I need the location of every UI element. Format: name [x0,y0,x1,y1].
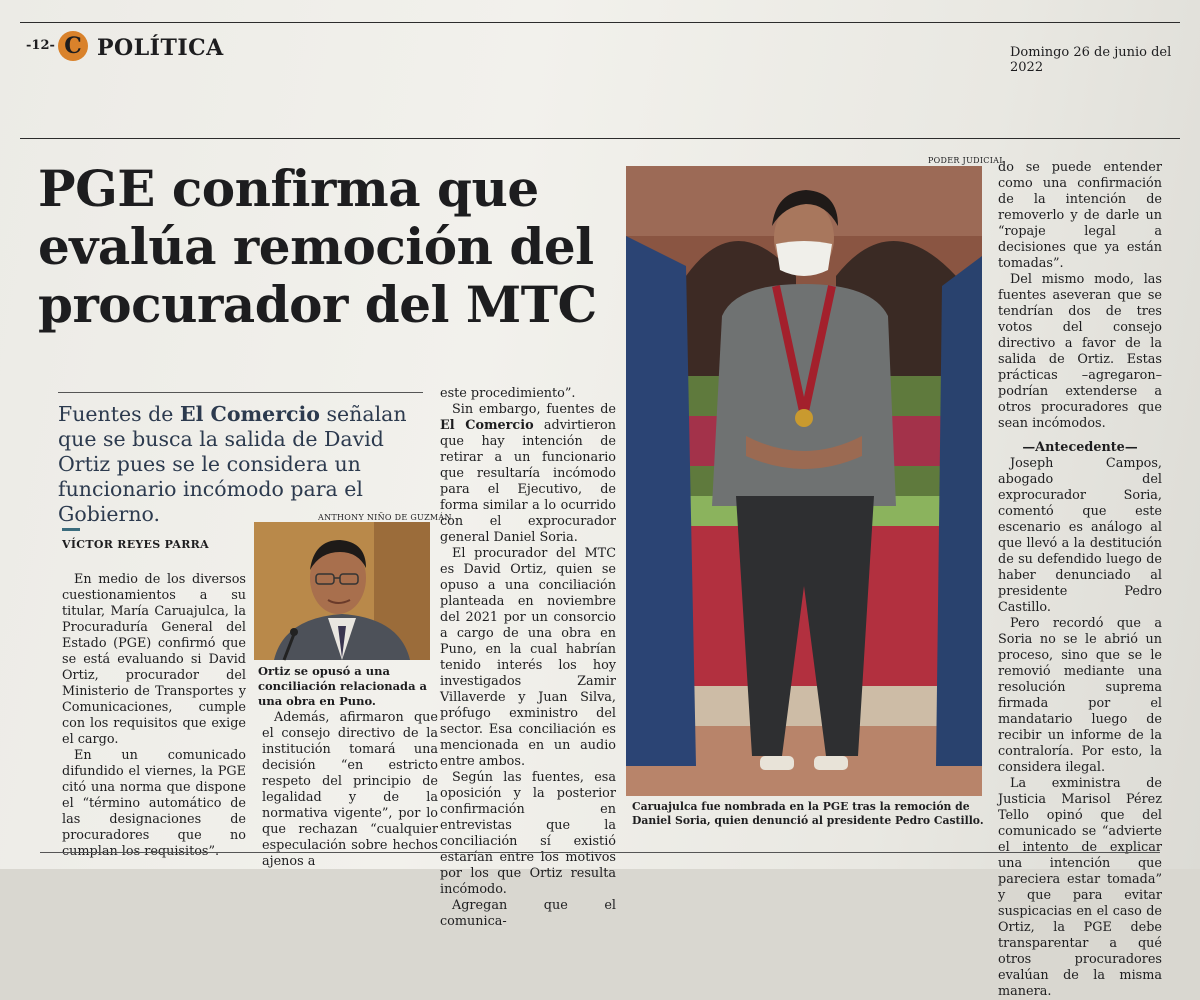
section-title: POLÍTICA [97,35,224,61]
paragraph: este procedimiento”. [440,386,576,401]
paragraph: Pero recordó que a Soria no se le abrió un proceso, sino que se le removió mediante una resolución suprema firmada por el mandatario luego de recibir un informe de la contraloría. Por esto, la considera ilegal. [998,616,1162,775]
headline [38,160,618,334]
paragraph: Joseph Campos, abogado del exprocurador Soria, comentó que este escenario es análogo al que llevó a la destitución de su defendido luego de haber denunciado al presidente Pedro Castillo. [998,456,1162,615]
paragraph: Según las fuentes, esa oposición y la posterior confirmación en entrevistas que la conciliación sí existió estarían entre los motivos por los que Ortiz resulta incómodo. [440,770,616,897]
header-rule [20,138,1180,139]
headline-line: procurador del MTC [38,275,597,334]
headline-line: PGE confirma que [38,159,539,218]
edition-date: Domingo 26 de junio del 2022 [1010,45,1172,75]
paragraph: El procurador del MTC es David Ortiz, quien se opuso a una conciliación planteada en noviembre del 2021 por un consorcio a cargo de una obra en Puno, en la cual habrían tenido interés los hoy investigados Zamir Villaverde y Juan Silva, prófugo exministro del sector. Esa conciliación es mencionada en un audio entre ambos. [440,546,616,769]
dek-summary: Fuentes de El Comercio señalan que se busca la salida de David Ortiz pues se le considera un funcionario incómodo para el Gobierno. [58,402,407,526]
paragraph: Agregan que el comunica- [440,898,616,929]
photo-credit: ANTHONY NIÑO DE GUZMÁN [318,513,452,522]
paragraph: Sin embargo, fuentes de El Comercio advirtieron que hay intención de retirar a un funcionario que resultaría incómodo para el Ejecutivo, de forma similar a lo ocurrido con el exprocurador general Daniel Soria. [440,402,617,545]
el-comercio-logo: C [58,31,88,61]
subhead-antecedente: —Antecedente— [1022,440,1138,455]
bottom-rule [40,852,1160,853]
paragraph: Del mismo modo, las fuentes aseveran que se tendrían dos de tres votos del consejo directivo a favor de la salida de Ortiz. Estas prácticas –agregaron– podrían extenderse a otros procuradores que sean incómodos. [998,272,1162,431]
main-photo-illustration [626,166,982,796]
article-column-4 [998,160,1162,1000]
paragraph: En medio de los diversos cuestionamientos a su titular, María Caruajulca, la Procuraduría General del Estado (PGE) confirmó que se está evaluando si David Ortiz, procurador del Ministerio de Transportes y Comunicaciones, cumple con los requisitos que exige el cargo. [62,572,246,747]
top-rule [20,22,1180,23]
portrait-illustration [254,522,430,660]
photo-credit: PODER JUDICIAL [928,156,1005,165]
paragraph: La exministra de Justicia Marisol Pérez Tello opinó que del comunicado se “advierte el intento de explicar una intención que pareciera estar tomada” y que para evitar suspicacias en el caso de Ortiz, la PGE debe transparentar a qué otros procuradores evalúan de la misma manera. [998,776,1162,999]
byline: VÍCTOR REYES PARRA [62,538,209,551]
portrait-photo-ortiz [254,522,430,660]
headline-line: evalúa remoción del [38,217,594,276]
article-column-2 [262,710,438,870]
paragraph: do se puede entender como una confirmación de la intención de removerlo y de darle un “ropaje legal a decisiones que ya están tomadas”. [998,160,1162,271]
main-photo-caruajulca [626,166,982,796]
paragraph: Además, afirmaron que el consejo directivo de la institución tomará una decisión “en estricto respeto del principio de legalidad y de la normativa vigente”, por lo que rechazan “cualquier especulación sobre hechos ajenos a [262,710,438,869]
article-column-3 [440,386,616,930]
main-photo-caption: Caruajulca fue nombrada en la PGE tras la remoción de Daniel Soria, quien denunció al presidente Pedro Castillo. [632,800,984,827]
page-number: -12- [26,38,55,53]
inset-photo-caption: Ortiz se opusó a una conciliación relacionada a una obra en Puno. [258,664,427,708]
paragraph: En un comunicado difundido el viernes, la PGE citó una norma que dispone el “término automático de las designaciones de procuradores que no cumplan los requisitos”. [62,748,246,859]
dek-rule [58,392,423,393]
author-dash [62,528,80,531]
article-column-1 [62,572,246,860]
